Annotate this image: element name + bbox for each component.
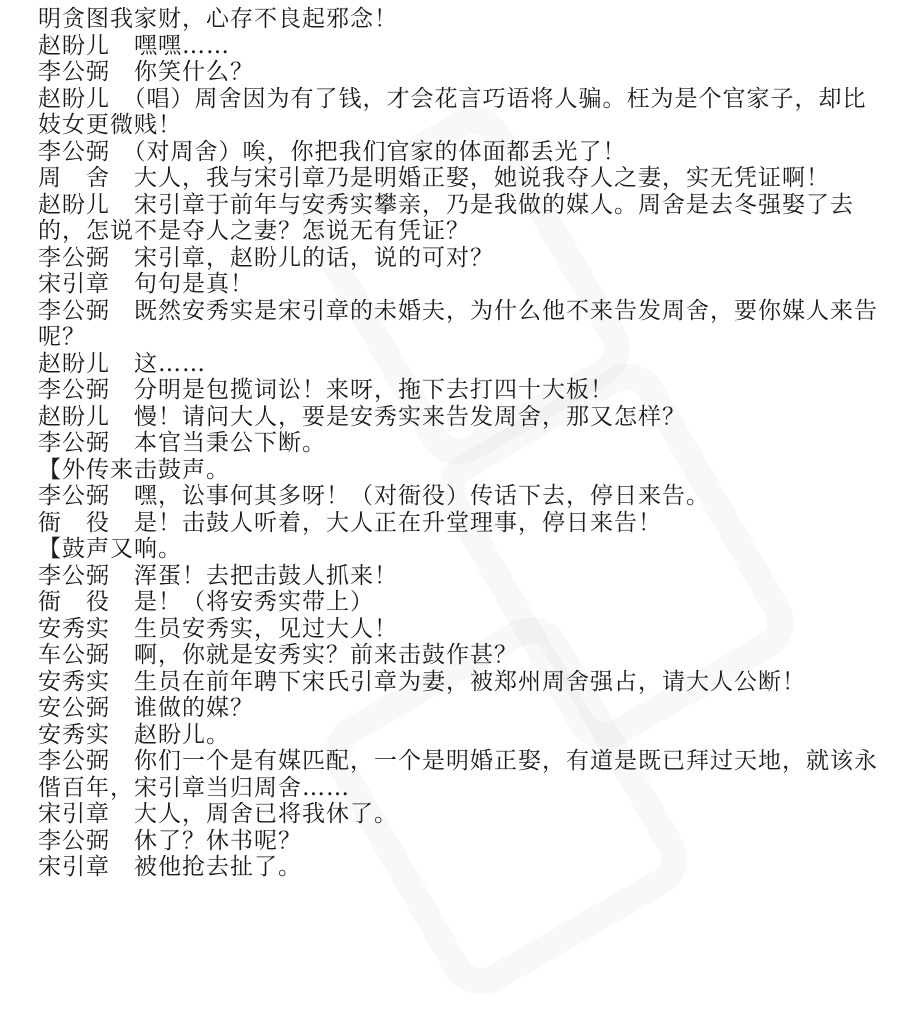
script-line: 宋引章 句句是真！ <box>38 271 254 297</box>
script-line: 赵盼儿 慢！请问大人，要是安秀实来告发周舍，那又怎样？ <box>38 403 686 430</box>
stage-direction: 【鼓声又响。 <box>38 536 182 562</box>
script-line: 周 舍 大人，我与宋引章乃是明婚正娶，她说我夺人之妻，实无凭证啊！ <box>38 165 830 191</box>
script-line: 李公弼 嘿，讼事何其多呀！（对衙役）传话下去，停日来告。 <box>38 483 710 509</box>
script-line: 李公弼 你笑什么？ <box>38 59 254 85</box>
script-line: 赵盼儿 宋引章于前年与安秀实攀亲，乃是我做的媒人。周舍是去冬强娶了去的，怎说不是夺人之妻？怎说无有凭证？ <box>38 191 854 244</box>
script-line: 李公弼 休了？休书呢？ <box>38 827 302 854</box>
script-line: 赵盼儿 嘿嘿…… <box>38 32 230 59</box>
script-line: 衙 役 是！击鼓人听着，大人正在升堂理事，停日来告！ <box>38 509 662 536</box>
script-line: 赵盼儿 （唱）周舍因为有了钱，才会花言巧语将人骗。枉为是个官家子，却比妓女更微贱！ <box>38 85 867 138</box>
script-line: 李公弼 本官当秉公下断。 <box>38 430 326 456</box>
script-line: 安公弼 谁做的媒？ <box>38 695 254 721</box>
script-line: 安秀实 生员安秀实，见过大人！ <box>38 615 398 642</box>
script-line: 李公弼 既然安秀实是宋引章的未婚夫，为什么他不来告发周舍，要你媒人来告呢？ <box>38 297 878 350</box>
script-line: 明贪图我家财，心存不良起邪念！ <box>38 6 398 32</box>
script-line: 李公弼 宋引章，赵盼儿的话，说的可对？ <box>38 244 494 271</box>
script-line: 李公弼 浑蛋！去把击鼓人抓来！ <box>38 562 398 589</box>
script-line: 李公弼 你们一个是有媒匹配，一个是明婚正娶，有道是既已拜过天地，就该永偕百年，宋引章当归周舍…… <box>38 748 878 801</box>
script-line: 李公弼 （对周舍）唉，你把我们官家的体面都丢光了！ <box>38 138 627 165</box>
script-line: 衙 役 是！（将安秀实带上） <box>38 589 374 615</box>
script-line: 赵盼儿 这…… <box>38 350 206 377</box>
script-line: 宋引章 被他抢去扯了。 <box>38 854 302 880</box>
script-line: 车公弼 啊，你就是安秀实？前来击鼓作甚？ <box>38 642 518 668</box>
script-line: 宋引章 大人，周舍已将我休了。 <box>38 801 398 827</box>
script-line: 安秀实 赵盼儿。 <box>38 721 230 748</box>
script-line: 李公弼 分明是包揽词讼！来呀，拖下去打四十大板！ <box>38 377 614 403</box>
script-page <box>38 6 878 881</box>
script-line: 安秀实 生员在前年聘下宋氏引章为妻，被郑州周舍强占，请大人公断！ <box>38 668 806 695</box>
stage-direction: 【外传来击鼓声。 <box>38 456 230 483</box>
